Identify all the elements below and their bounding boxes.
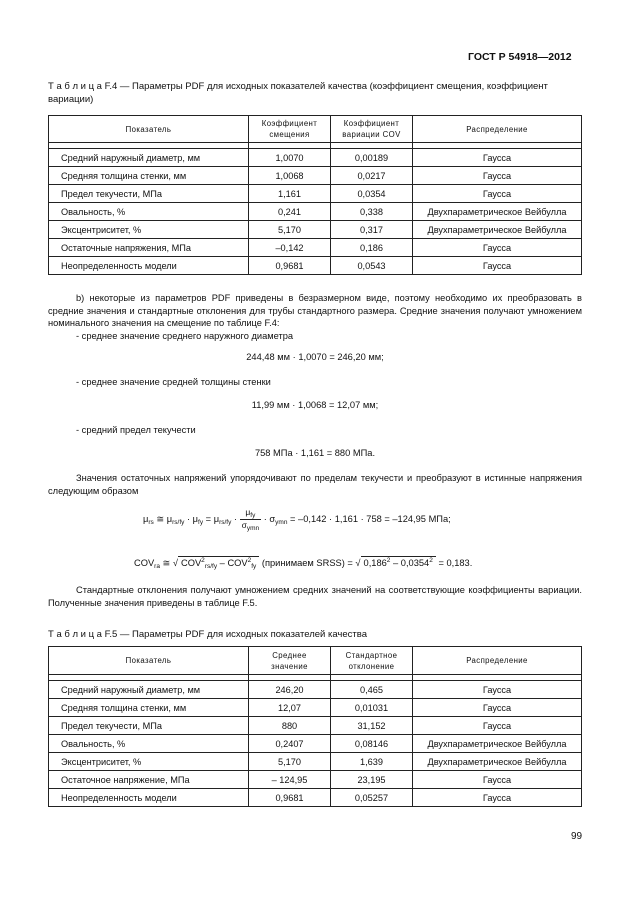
column-header: Коэффициент вариации COV	[331, 116, 413, 143]
table-cell: 5,170	[249, 753, 331, 771]
table-cell: 0,2407	[249, 735, 331, 753]
column-header: Показатель	[49, 116, 249, 143]
table-cell: Двухпараметрическое Вейбулла	[413, 203, 582, 221]
table-cell: Средний наружный диаметр, мм	[49, 149, 249, 167]
table-f4-caption: Т а б л и ц а F.4 — Параметры PDF для исходных показателей качества (коэффициент смещения, коэффициент вариации)	[48, 81, 548, 105]
table-cell: 0,186	[331, 239, 413, 257]
table-cell: Остаточные напряжения, МПа	[49, 239, 249, 257]
table-row	[49, 239, 582, 257]
table-f5-caption: Т а б л и ц а F.5 — Параметры PDF для исходных показателей качества	[48, 629, 367, 640]
table-cell: Средняя толщина стенки, мм	[49, 699, 249, 717]
table-cell: Средний наружный диаметр, мм	[49, 681, 249, 699]
table-cell: 1,0070	[249, 149, 331, 167]
table-cell: Гаусса	[413, 717, 582, 735]
table-cell: 12,07	[249, 699, 331, 717]
table-cell: Гаусса	[413, 789, 582, 807]
table-cell: 0,05257	[331, 789, 413, 807]
table-cell: Гаусса	[413, 681, 582, 699]
table-row	[49, 717, 582, 735]
table-cell: Двухпараметрическое Вейбулла	[413, 221, 582, 239]
table-cell: Остаточное напряжение, МПа	[49, 771, 249, 789]
column-header: Распределение	[413, 647, 582, 675]
table-cell: 1,639	[331, 753, 413, 771]
table-cell: 0,241	[249, 203, 331, 221]
table-cell: Гаусса	[413, 239, 582, 257]
table-f4	[48, 115, 582, 275]
table-cell: 0,08146	[331, 735, 413, 753]
table-cell: Гаусса	[413, 771, 582, 789]
equation-cov: $COV_{ra}$ ≅ √ $COV^2_{rs/fy} - COV^2_{fy}$ (принимаем SRSS) = √ 0,186$^2$ – 0,0354$^2$ = 0,183.	[134, 557, 473, 570]
table-cell: Гаусса	[413, 149, 582, 167]
table-cell: 880	[249, 717, 331, 735]
table-cell: Неопределенность модели	[49, 789, 249, 807]
paragraph: Значения остаточных напряжений упорядочивают по пределам текучести и преобразуют в истинные напряжения следующим образом	[48, 473, 582, 496]
table-cell: Предел текучести, МПа	[49, 717, 249, 735]
table-cell: 5,170	[249, 221, 331, 239]
column-header: Распределение	[413, 116, 582, 143]
page-number: 99	[571, 831, 583, 842]
list-item: - среднее значение среднего наружного диаметра	[76, 331, 294, 341]
column-header: Показатель	[49, 647, 249, 675]
table-cell: 23,195	[331, 771, 413, 789]
table-row	[49, 699, 582, 717]
table-cell: Гаусса	[413, 257, 582, 275]
table-f5	[48, 646, 582, 807]
table-cell: 0,01031	[331, 699, 413, 717]
column-header: Стандартное отклонение	[331, 647, 413, 675]
table-cell: 1,161	[249, 185, 331, 203]
paragraph: b) некоторые из параметров PDF приведены в безразмерном виде, поэтому необходимо их преобразовать в средние значения и стандартные отклонения для трубы стандартного размера. Средние значения получают умножением номинального значения на смещение по таблице F.4:	[48, 293, 582, 328]
list-item: - средний предел текучести	[76, 425, 196, 435]
table-cell: 0,465	[331, 681, 413, 699]
table-cell: Гаусса	[413, 699, 582, 717]
table-cell: Средняя толщина стенки, мм	[49, 167, 249, 185]
equation: 244,48 мм · 1,0070 = 246,20 мм;	[246, 352, 384, 362]
table-cell: 1,0068	[249, 167, 331, 185]
table-cell: Эксцентриситет, %	[49, 753, 249, 771]
table-cell: Овальность, %	[49, 203, 249, 221]
equation: 11,99 мм · 1,0068 = 12,07 мм;	[251, 400, 379, 410]
table-cell: 0,00189	[331, 149, 413, 167]
table-cell: Овальность, %	[49, 735, 249, 753]
table-cell: 0,0354	[331, 185, 413, 203]
standard-designation: ГОСТ Р 54918—2012	[468, 51, 572, 63]
table-cell: Двухпараметрическое Вейбулла	[413, 735, 582, 753]
table-cell: 0,9681	[249, 257, 331, 275]
table-cell: 31,152	[331, 717, 413, 735]
column-header: Среднее значение	[249, 647, 331, 675]
table-cell: – 124,95	[249, 771, 331, 789]
table-cell: 0,0217	[331, 167, 413, 185]
table-cell: Гаусса	[413, 185, 582, 203]
table-cell: 0,9681	[249, 789, 331, 807]
table-cell: Предел текучести, МПа	[49, 185, 249, 203]
table-cell: Неопределенность модели	[49, 257, 249, 275]
table-row	[49, 203, 582, 221]
table-row	[49, 185, 582, 203]
table-row	[49, 789, 582, 807]
table-row	[49, 167, 582, 185]
table-cell: 246,20	[249, 681, 331, 699]
table-row	[49, 149, 582, 167]
table-cell: Двухпараметрическое Вейбулла	[413, 753, 582, 771]
table-cell: Эксцентриситет, %	[49, 221, 249, 239]
table-cell: 0,0543	[331, 257, 413, 275]
table-row	[49, 257, 582, 275]
list-item: - среднее значение средней толщины стенки	[76, 377, 271, 387]
table-cell: Гаусса	[413, 167, 582, 185]
table-row	[49, 735, 582, 753]
table-row	[49, 221, 582, 239]
table-row	[49, 771, 582, 789]
table-cell: 0,317	[331, 221, 413, 239]
equation: 758 МПа · 1,161 = 880 МПа.	[254, 448, 376, 458]
column-header: Коэффициент смещения	[249, 116, 331, 143]
paragraph: Стандартные отклонения получают умножением средних значений на соответствующие коэффициенты вариации. Полученные значения приведены в таблице F.5.	[48, 585, 582, 608]
equation-residual-stress: $\mu_{rs}$ ≅ $\mu_{rs/fy} \cdot \mu_{fy} = \mu_{rs/fy}$ · $\frac{\mu_{fy}}{\sigma_{ymn}}$ · $\sigma_{ymn} = -0,142 \cdot 1,161 \cdot 758 = -124,95$ МПа;	[143, 507, 451, 532]
table-cell: –0,142	[249, 239, 331, 257]
table-row	[49, 681, 582, 699]
table-cell: 0,338	[331, 203, 413, 221]
table-row	[49, 753, 582, 771]
